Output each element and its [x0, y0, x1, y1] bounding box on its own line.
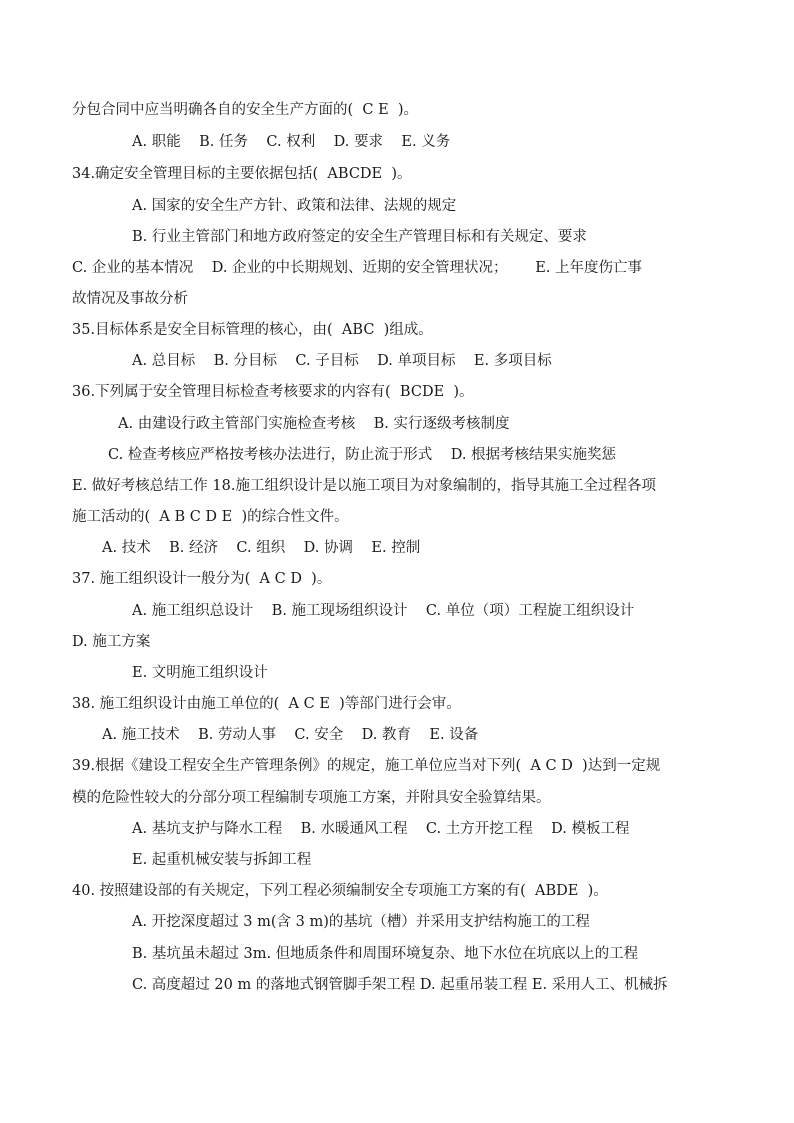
text-line: A. 总目标 B. 分目标 C. 子目标 D. 单项目标 E. 多项目标 — [132, 353, 552, 369]
text-line: A. 职能 B. 任务 C. 权利 D. 要求 E. 义务 — [132, 134, 451, 150]
text-line: A. 国家的安全生产方针、政策和法律、法规的规定 — [132, 198, 457, 214]
text-line: A. 施工技术 B. 劳动人事 C. 安全 D. 教育 E. 设备 — [102, 727, 479, 743]
text-line: 模的危险性较大的分部分项工程编制专项施工方案，并附具安全验算结果。 — [72, 790, 551, 806]
text-line: 37. 施工组织设计一般分为( A C D )。 — [72, 571, 332, 587]
text-line: 34.确定安全管理目标的主要依据包括( ABCDE )。 — [72, 166, 412, 182]
text-line: A. 技术 B. 经济 C. 组织 D. 协调 E. 控制 — [102, 540, 421, 556]
text-line: B. 基坑虽未超过 3m. 但地质条件和周围环境复杂、地下水位在坑底以上的工程 — [132, 946, 639, 962]
text-line: E. 文明施工组织设计 — [132, 665, 268, 681]
text-line: 施工活动的( A B C D E )的综合性文件。 — [72, 509, 349, 525]
text-line: 分包合同中应当明确各自的安全生产方面的( C E )。 — [72, 102, 419, 118]
text-line: C. 检查考核应严格按考核办法进行，防止流于形式 D. 根据考核结果实施奖惩 — [108, 447, 617, 463]
text-line: A. 开挖深度超过 3 m(含 3 m)的基坑（槽）并采用支护结构施工的工程 — [132, 914, 590, 930]
text-line: 36.下列属于安全管理目标检查考核要求的内容有( BCDE )。 — [72, 384, 474, 400]
text-line: 39.根据《建设工程安全生产管理条例》的规定，施工单位应当对下列( A C D )达到一定规 — [72, 758, 661, 774]
text-line: 故情况及事故分析 — [72, 291, 188, 307]
text-line: B. 行业主管部门和地方政府签定的安全生产管理目标和有关规定、要求 — [132, 229, 587, 245]
text-line: E. 起重机械安装与拆卸工程 — [132, 852, 312, 868]
text-line: D. 施工方案 — [72, 634, 151, 650]
text-line: A. 基坑支护与降水工程 B. 水暖通风工程 C. 土方开挖工程 D. 模板工程 — [132, 821, 630, 837]
text-line: 40. 按照建设部的有关规定，下列工程必须编制安全专项施工方案的有( ABDE )。 — [72, 883, 608, 899]
text-line: A. 施工组织总设计 B. 施工现场组织设计 C. 单位（项）工程旋工组织设计 — [132, 603, 635, 619]
text-line: 38. 施工组织设计由施工单位的( A C E )等部门进行会审。 — [72, 696, 461, 712]
text-line: 35.目标体系是安全目标管理的核心，由( ABC )组成。 — [72, 322, 433, 338]
text-line: E. 做好考核总结工作 18.施工组织设计是以施工项目为对象编制的，指导其施工全过程各项 — [72, 478, 656, 494]
text-line: A. 由建设行政主管部门实施检查考核 B. 实行逐级考核制度 — [118, 416, 510, 432]
text-line: C. 企业的基本情况 D. 企业的中长期规划、近期的安全管理状况； E. 上年度伤亡事 — [72, 260, 643, 276]
text-line: C. 高度超过 20 m 的落地式钢管脚手架工程 D. 起重吊装工程 E. 采用人工、机械拆 — [132, 977, 668, 993]
